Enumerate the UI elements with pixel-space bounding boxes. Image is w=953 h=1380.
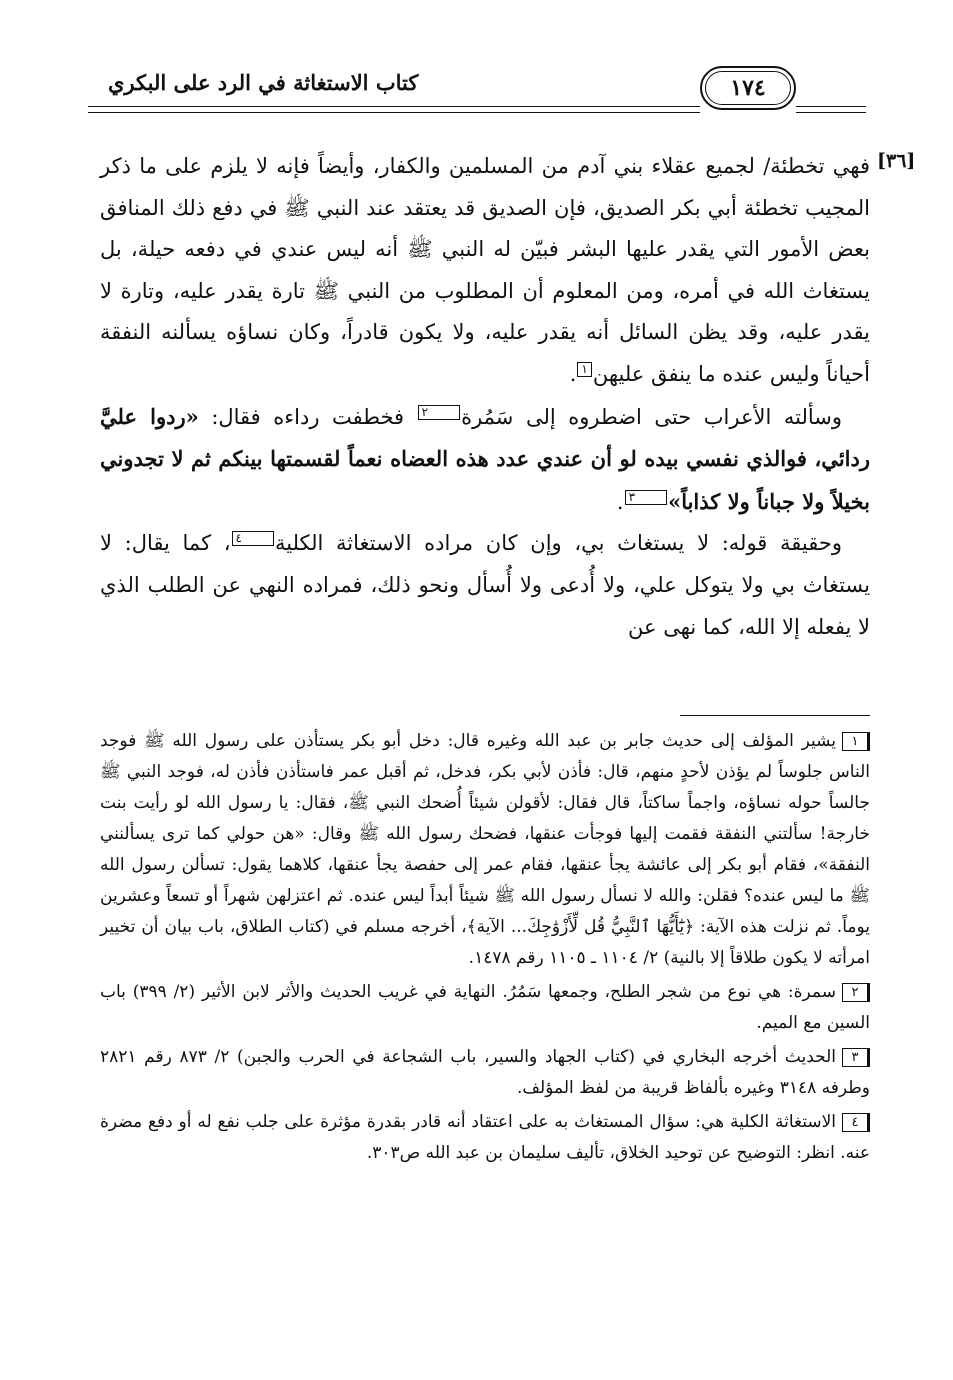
footnote-ref-3[interactable]: ٣ xyxy=(625,490,667,505)
footnote-ref-4[interactable]: ٤ xyxy=(232,531,274,546)
main-text xyxy=(100,146,870,648)
header-rule-left-2 xyxy=(88,112,700,113)
paragraph-2-text-a: وسألته الأعراب حتى اضطروه إلى سَمُرة xyxy=(461,404,842,429)
footnote-text: يشير المؤلف إلى حديث جابر بن عبد الله وغيره قال: دخل أبو بكر يستأذن على رسول الله ﷺ فوجد الناس جلوساً لم يؤذن لأحدٍ منهم، قال: فأذن لأبي بكر، فدخل، ثم أقبل عمر فاستأذن فأذن له، فوجد النبي ﷺ جالساً حوله نساؤه، واجماً ساكتاً، قال فقال: لأقولن شيئاً أُضحك النبي ﷺ، فقال: يا رسول الله لو رأيت بنت خارجة! سألتني النفقة فقمت إليها فوجأت عنقها، فضحك رسول الله ﷺ وقال: «هن حولي كما ترى يسألنني النفقة»، فقام أبو بكر إلى عائشة يجأ عنقها، فقام عمر إلى حفصة يجأ عنقها، كلاهما يقول: تسألن رسول الله ﷺ ما ليس عنده؟ فقلن: والله لا نسأل رسول الله ﷺ شيئاً أبداً ليس عنده. ثم اعتزلهن شهراً أو تسعاً وعشرين يوماً. ثم نزلت هذه الآية: ﴿يَٰٓأَيُّهَا ٱلنَّبِيُّ قُل لِّأَزْوَٰجِكَ... الآية﴾، أخرجه مسلم في (كتاب الطلاق، باب بيان أن تخيير امرأته لا يكون طلاقاً إلا بالنية) ٢/ ١١٠٤ ـ ١١٠٥ رقم ١٤٧٨. xyxy=(100,731,870,968)
footnote-number: ٤ xyxy=(842,1113,870,1132)
footnote-text: سمرة: هي نوع من شجر الطلح، وجمعها سَمُرُ. النهاية في غريب الحديث والأثر لابن الأثير (٢/ ٣٩٩) باب السين مع الميم. xyxy=(100,982,870,1033)
footnote-ref-1[interactable]: ١ xyxy=(577,362,591,377)
paragraph-2-end: . xyxy=(616,489,624,514)
footnote-text: الحديث أخرجه البخاري في (كتاب الجهاد والسير، باب الشجاعة في الحرب والجبن) ٢/ ٨٧٣ رقم ٢٨٢١ وطرفه ٣١٤٨ وغيره بألفاظ قريبة من لفظ المؤلف. xyxy=(100,1047,870,1098)
hadith-quote: «ردوا عليَّ ردائي، فوالذي نفسي بيده لو أن عندي عدد هذه العضاه نعماً لقسمتها بينكم ثم لا تجدوني بخيلاً ولا جباناً ولا كذاباً» xyxy=(100,403,870,514)
paragraph-3 xyxy=(100,523,870,648)
paragraph-1-end: . xyxy=(569,361,577,386)
paragraph-2 xyxy=(100,396,870,524)
running-header xyxy=(88,66,866,130)
header-rule-left-1 xyxy=(88,106,700,107)
page-number: ١٧٤ xyxy=(730,75,766,101)
paragraph-1-text: فهي تخطئة/ لجميع عقلاء بني آدم من المسلمين والكفار، وأيضاً فإنه لا يلزم على ما ذكر المجيب تخطئة أبي بكر الصديق، فإن الصديق قد يعتقد عند النبي ﷺ في دفع ذلك المنافق بعض الأمور التي يقدر عليها البشر فبيّن له النبي ﷺ أنه ليس عندي في دفعه حيلة، بل يستغاث الله في أمره، ومن المعلوم أن المطلوب من النبي ﷺ تارة يقدر عليه، وتارة لا يقدر عليه، وقد يظن السائل أنه يقدر عليه، ولا يكون قادراً، وكان نساؤه يسألنه النفقة أحياناً وليس عنده ما ينفق عليهن xyxy=(100,154,870,386)
footnote-1 xyxy=(100,726,870,974)
header-rule-right-2 xyxy=(796,112,866,113)
paragraph-3-text-b: ، كما يقال: لا يستغاث بي ولا يتوكل علي، ولا أُدعى ولا أُسأل ونحو ذلك، فمراده النهي عن الطلب الذي لا يفعله إلا الله، كما نهى عن xyxy=(100,531,870,639)
book-title: كتاب الاستغاثة في الرد على البكري xyxy=(108,70,419,95)
paragraph-2-text-b: فخطفت رداءه فقال: xyxy=(198,404,417,429)
paragraph-3-text-a: وحقيقة قوله: لا يستغاث بي، وإن كان مراده الاستغاثة الكلية xyxy=(274,531,842,556)
header-rule-right-1 xyxy=(796,106,866,107)
footnote-text: الاستغاثة الكلية هي: سؤال المستغاث به على اعتقاد أنه قادر بقدرة مؤثرة على جلب نفع له أو دفع مضرة عنه. انظر: التوضيح عن توحيد الخلاق، تأليف سليمان بن عبد الله ص٣٠٣. xyxy=(100,1112,870,1163)
paragraph-1 xyxy=(100,146,870,396)
footnotes xyxy=(100,726,870,1172)
footnote-number: ٢ xyxy=(842,983,870,1002)
footnote-ref-2[interactable]: ٢ xyxy=(418,405,460,420)
page-number-badge xyxy=(700,66,796,110)
footnote-number: ٣ xyxy=(842,1048,870,1067)
footnote-3 xyxy=(100,1042,870,1104)
footnote-separator xyxy=(680,715,870,716)
footnote-2 xyxy=(100,977,870,1039)
manuscript-folio-ref: [٣٦] xyxy=(877,150,916,172)
footnote-number: ١ xyxy=(842,732,870,751)
footnote-4 xyxy=(100,1107,870,1169)
